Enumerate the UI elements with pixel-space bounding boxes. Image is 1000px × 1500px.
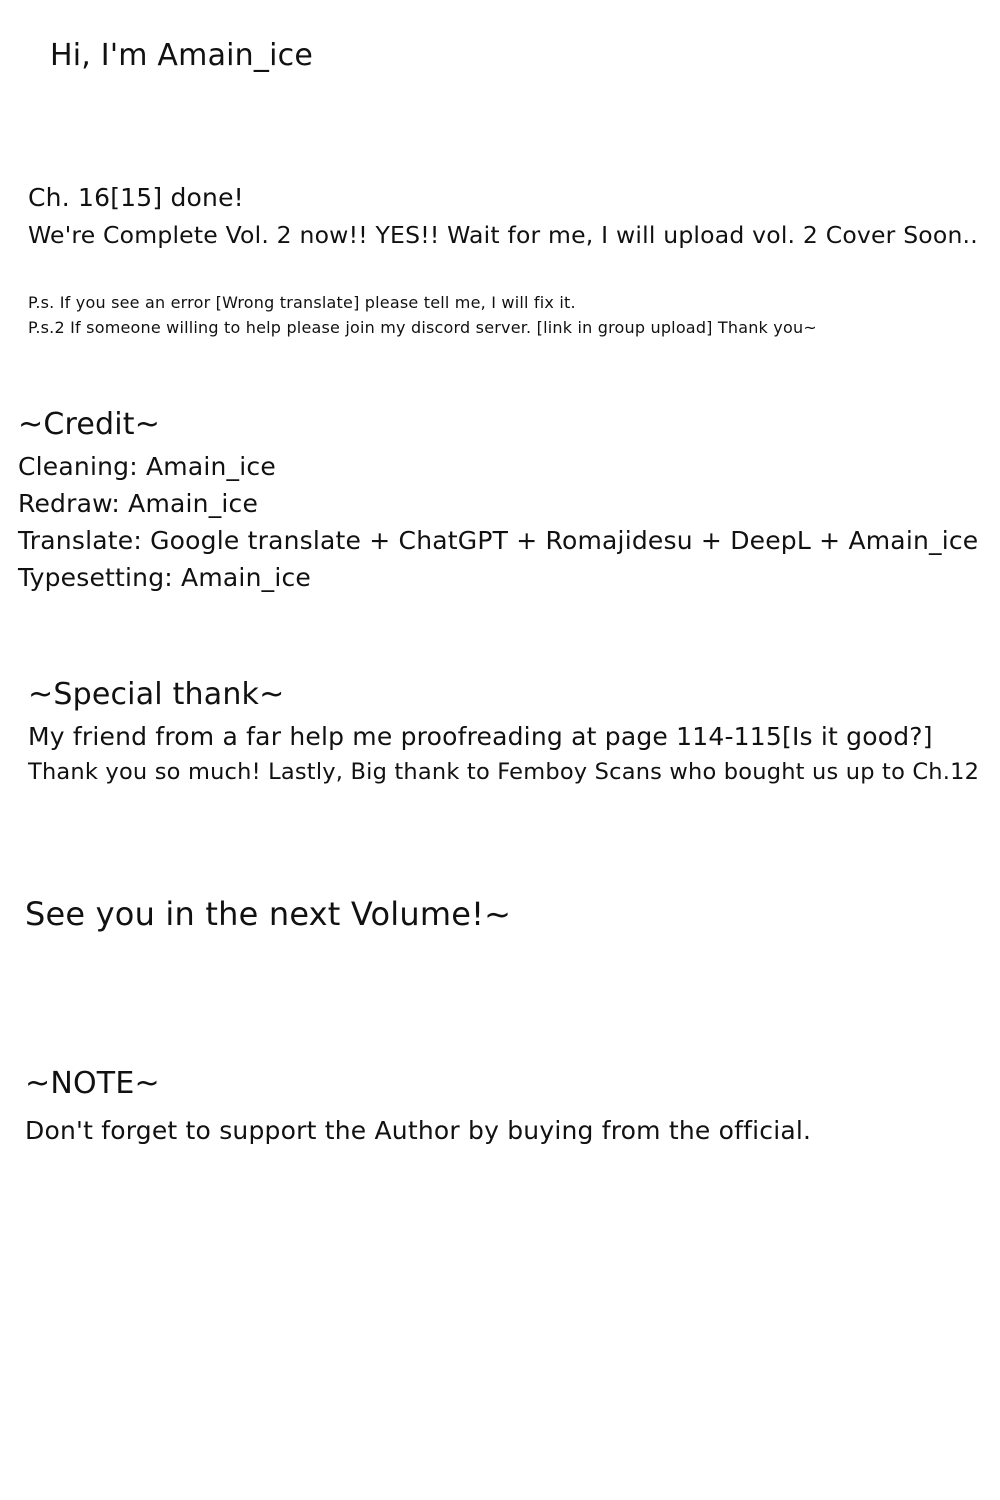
farewell-message: See you in the next Volume!~	[25, 895, 512, 933]
postscript-2: P.s.2 If someone willing to help please join my discord server. [link in group upload] Thank you~	[28, 318, 817, 337]
special-thanks-heading: ~Special thank~	[28, 677, 285, 712]
note-heading: ~NOTE~	[25, 1066, 160, 1101]
postscript-1: P.s. If you see an error [Wrong translate] please tell me, I will fix it.	[28, 293, 576, 312]
note-text: Don't forget to support the Author by buying from the official.	[25, 1116, 812, 1145]
credit-redraw: Redraw: Amain_ice	[18, 489, 259, 518]
special-thanks-line-2: Thank you so much! Lastly, Big thank to Femboy Scans who bought us up to Ch.12	[28, 759, 980, 785]
greeting-title: Hi, I'm Amain_ice	[50, 38, 313, 73]
chapter-status: Ch. 16[15] done!	[28, 183, 244, 212]
volume-status: We're Complete Vol. 2 now!! YES!! Wait for me, I will upload vol. 2 Cover Soon..	[28, 221, 978, 249]
credit-cleaning: Cleaning: Amain_ice	[18, 452, 276, 481]
credit-heading: ~Credit~	[18, 407, 161, 442]
credit-typesetting: Typesetting: Amain_ice	[18, 563, 311, 592]
credit-translate: Translate: Google translate + ChatGPT + Romajidesu + DeepL + Amain_ice	[18, 526, 979, 555]
special-thanks-line-1: My friend from a far help me proofreading at page 114-115[Is it good?]	[28, 722, 933, 751]
